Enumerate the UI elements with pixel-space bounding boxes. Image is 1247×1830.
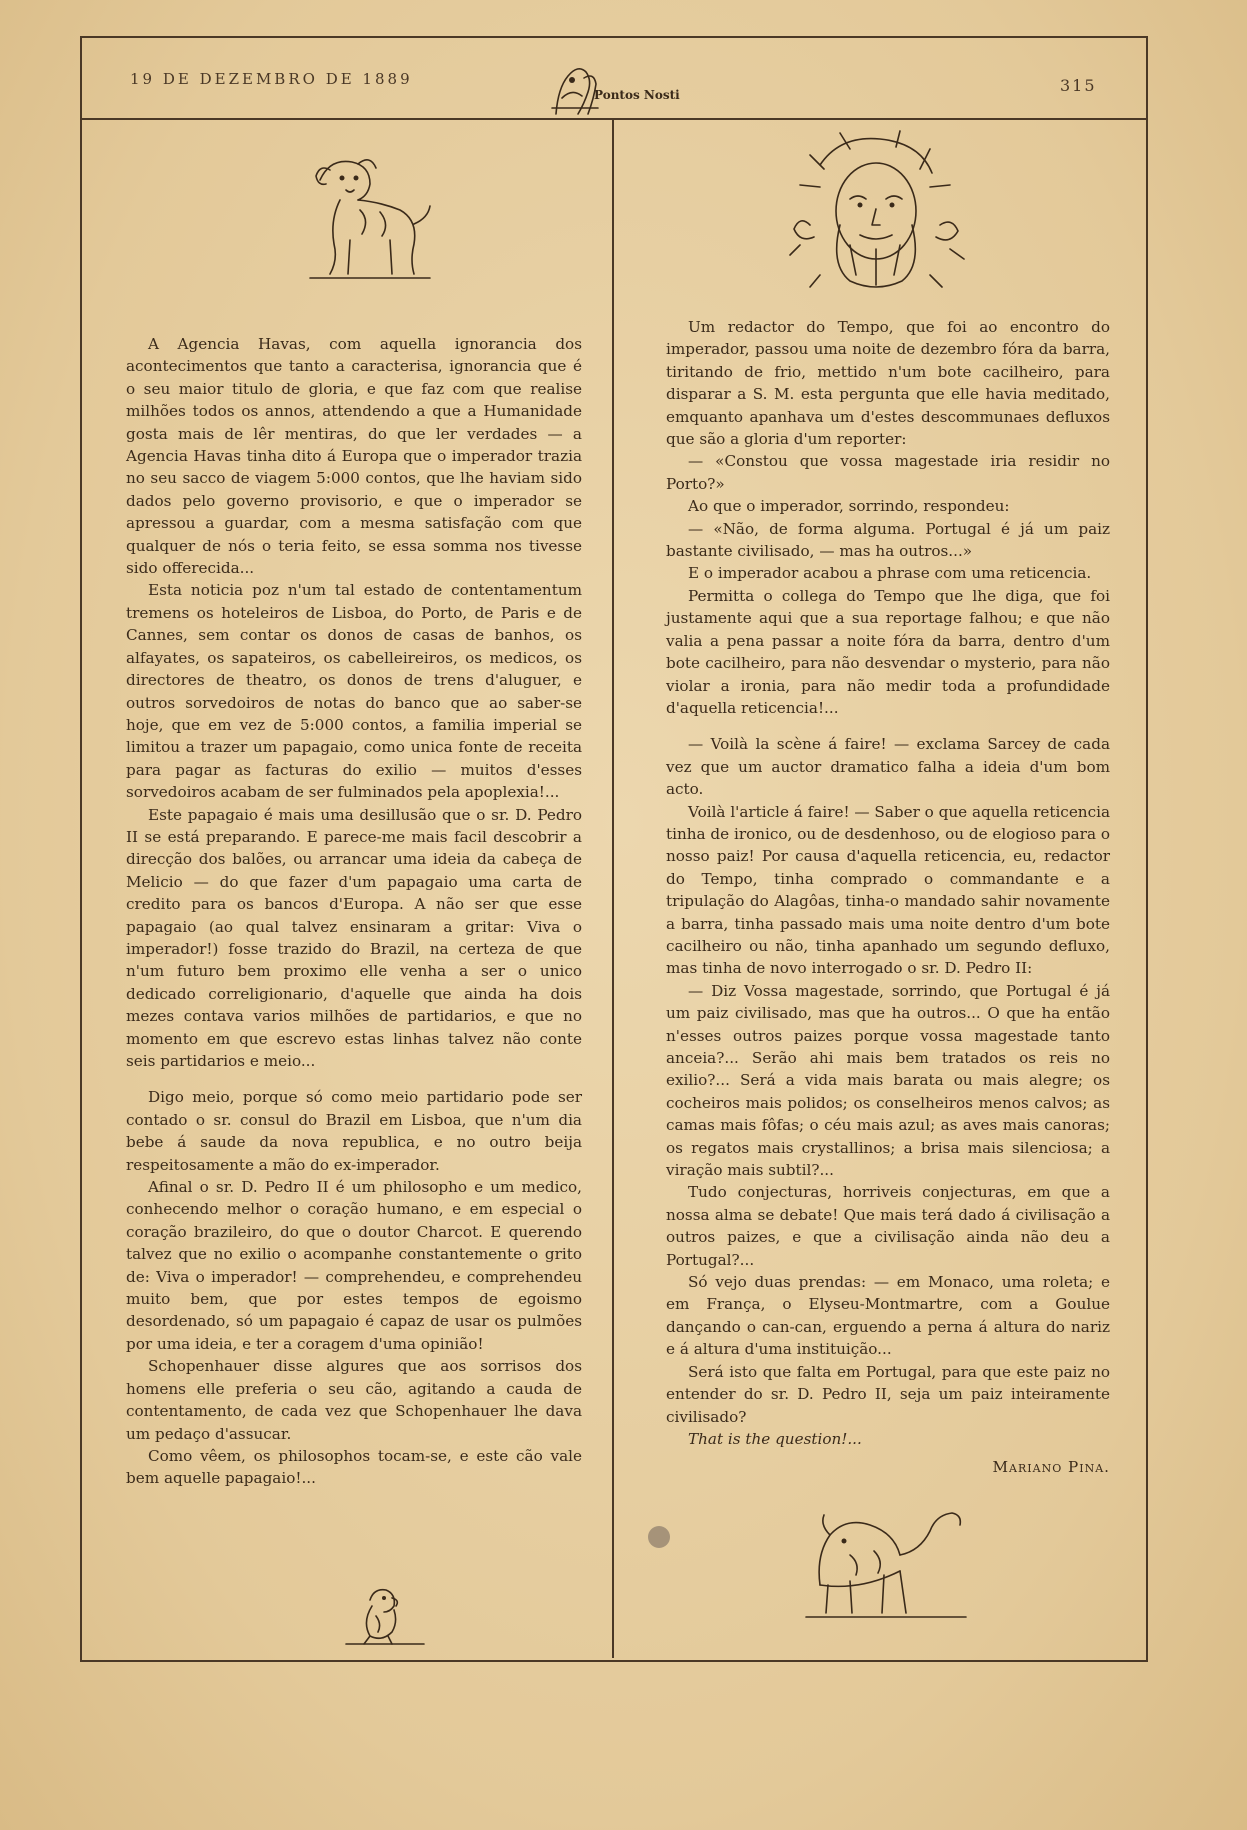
paragraph: That is the question!... <box>688 1429 862 1448</box>
right-column <box>666 316 1110 1479</box>
paragraph: E o imperador acabou a phrase com uma reticencia. <box>688 564 1092 583</box>
paragraph: Um redactor do Tempo, que foi ao encontro do imperador, passou uma noite de dezembro fóra da barra, tiritando de frio, mettido n'um bote cacilheiro, para disparar a S. M. esta pergunta que elle havia meditado, emquanto apanhava um d'estes descommunaes defluxos que são a gloria d'um reporter: <box>666 318 1110 449</box>
paragraph: — «Constou que vossa magestade iria residir no Porto?» <box>666 452 1110 493</box>
masthead-title: Pontos Nosti <box>594 88 680 102</box>
parrot-drawing-icon <box>340 1582 430 1648</box>
page-number: 315 <box>1060 76 1097 95</box>
column-divider <box>612 120 614 1658</box>
masthead-logo <box>548 58 688 118</box>
ink-blot <box>648 1526 670 1548</box>
emperor-head-drawing-icon <box>780 125 970 295</box>
paragraph: — Diz Vossa magestade, sorrindo, que Portugal é já um paiz civilisado, mas que ha outros... O que ha então n'esses outros paizes porque vossa magestade tanto anceia?... Serão ahi mais bem tratados os reis no exilio?... Será a vida mais barata ou mais alegre; os cocheiros mais polidos; os conselheiros menos calvos; as camas mais fôfas; o céu mais azul; as aves mais canoras; os regatos mais crystallinos; a brisa mais silenciosa; a viração mais subtil?... <box>666 981 1110 1180</box>
author-signature: Mariano Pina. <box>992 1458 1110 1477</box>
dog-tail-drawing-icon <box>800 1495 970 1625</box>
paragraph: — Voilà la scène á faire! — exclama Sarcey de cada vez que um auctor dramatico falha a ideia d'um bom acto. <box>666 735 1110 799</box>
paragraph: Como vêem, os philosophos tocam-se, e este cão vale bem aquelle papagaio!... <box>126 1446 582 1488</box>
paragraph: Este papagaio é mais uma desillusão que o sr. D. Pedro II se está preparando. E parece-me mais facil descobrir a direcção dos balões, ou arrancar uma ideia da cabeça de Melicio — do que fazer d'um papagaio uma carta de credito para os bancos d'Europa. A não ser que esse papagaio (ao qual talvez ensinaram a gritar: Viva o imperador!) fosse trazido do Brazil, na certeza de que n'um futuro bem proximo elle venha a ser o unico dedicado correligionario, d'aquelle que ainda ha dois mezes contava varios milhões de partidarios, e que no momento em que escrevo estas linhas talvez não conte seis partidarios e meio... <box>126 805 582 1070</box>
paragraph: — «Não, de forma alguma. Portugal é já um paiz bastante civilisado, — mas ha outros...» <box>666 519 1110 561</box>
paragraph: A Agencia Havas, com aquella ignorancia dos acontecimentos que tanto a caracterisa, ignorancia que é o seu maior titulo de gloria, e que faz com que realise milhões todos os annos, attendendo a que a Humanidade gosta mais de lêr mentiras, do que ler verdades — a Agencia Havas tinha dito á Europa que o imperador trazia no seu sacco de viagem 5:000 contos, que lhe haviam sido dados pelo governo provisorio, e que o imperador se apressou a guardar, com a mesma satisfação com que qualquer de nós o teria feito, se essa somma nos tivesse sido offerecida... <box>126 335 582 578</box>
header-rule <box>82 118 1146 120</box>
paragraph: Digo meio, porque só como meio partidario pode ser contado o sr. consul do Brazil em Lisboa, que n'um dia bebe á saude da nova republica, e no outro beija respeitosamente a mão do ex-imperador. <box>126 1088 582 1174</box>
paragraph: Só vejo duas prendas: — em Monaco, uma roleta; e em França, o Elyseu-Montmartre, com a Goulue dançando o can-can, erguendo a perna á altura do nariz e á altura d'uma instituição... <box>666 1273 1110 1359</box>
left-column <box>126 333 582 1490</box>
paragraph: Será isto que falta em Portugal, para que este paiz no entender do sr. D. Pedro II, seja um paiz inteiramente civilisado? <box>666 1362 1110 1426</box>
paragraph: Afinal o sr. D. Pedro II é um philosopho e um medico, conhecendo melhor o coração humano, e em especial o coração brazileiro, do que o doutor Charcot. E querendo talvez que no exilio o acompanhe constantemente o grito de: Viva o imperador! — comprehendeu, e comprehendeu muito bem, que por estes tempos de egoismo desordenado, só um papagaio é capaz de usar os pulmões por uma ideia, e ter a coragem d'uma opinião! <box>126 1178 582 1353</box>
header-date: 19 DE DEZEMBRO DE 1889 <box>130 70 413 88</box>
paragraph: Schopenhauer disse algures que aos sorrisos dos homens elle preferia o seu cão, agitando a cauda de contentamento, de cada vez que Schopenhauer lhe dava um pedaço d'assucar. <box>126 1357 582 1443</box>
paragraph: Esta noticia poz n'um tal estado de contentamentum tremens os hoteleiros de Lisboa, do Porto, de Paris e de Cannes, sem contar os donos de casas de banhos, os alfayates, os sapateiros, os cabelleireiros, os medicos, os directores de theatro, os donos de trens d'aluguer, e outros sorvedoiros de notas do banco que ao saber-se hoje, que em vez de 5:000 contos, a familia imperial se limitou a trazer um papagaio, como unica fonte de receita para pagar as facturas do exilio — muitos d'esses sorvedoiros acabam de ser fulminados pela apoplexia!... <box>126 581 582 802</box>
paragraph: Voilà l'article á faire! — Saber o que aquella reticencia tinha de ironico, ou de desdenhoso, ou de elogioso para o nosso paiz! Por causa d'aquella reticencia, eu, redactor do Tempo, tinha comprado o commandante e a tripulação do Alagôas, tinha-o mandado sahir novamente a barra, tinha passado mais uma noite dentro d'um bote cacilheiro ou não, tinha apanhado um segundo defluxo, mas tinha de novo interrogado o sr. D. Pedro II: <box>666 802 1111 978</box>
paragraph: Permitta o collega do Tempo que lhe diga, que foi justamente aqui que a sua reportage falhou; e que não valia a pena passar a noite fóra da barra, dentro d'um bote cacilheiro, para não desvendar o mysterio, para não violar a ironia, para não medir toda a profundidade d'aquella reticencia!... <box>666 586 1110 717</box>
dog-drawing-icon <box>290 140 440 290</box>
paragraph: Ao que o imperador, sorrindo, respondeu: <box>688 497 1010 516</box>
paragraph: Tudo conjecturas, horriveis conjecturas, em que a nossa alma se debate! Que mais terá dado á civilisação a outros paizes, e que a civilisação ainda não deu a Portugal?... <box>666 1183 1110 1269</box>
